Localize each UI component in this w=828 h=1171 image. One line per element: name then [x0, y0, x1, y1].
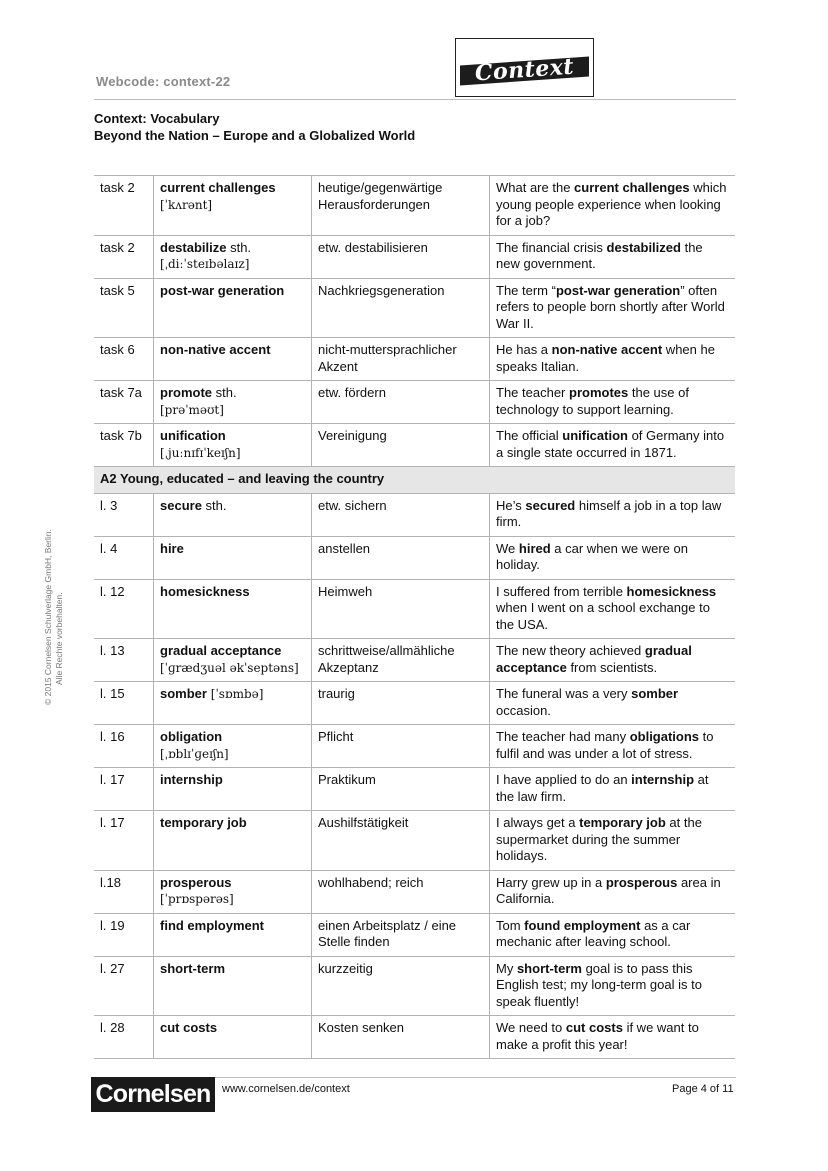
term-cell — [154, 768, 312, 811]
line-ref: task 2 — [94, 235, 154, 278]
section-title: A2 Young, educated – and leaving the country — [94, 467, 735, 494]
example-text: goal is to pass this English test; my long-term goal is to speak fluently! — [496, 960, 702, 1009]
german-translation: einen Arbeitsplatz / eine Stelle finden — [312, 913, 490, 956]
table-row — [94, 278, 735, 338]
table-row — [94, 725, 735, 768]
pronunciation: [ˈɡrædʒuəl əkˈseptəns] — [160, 660, 299, 675]
pronunciation: [prəˈməʊt] — [160, 402, 224, 417]
table-row — [94, 811, 735, 871]
term: hire — [160, 540, 184, 556]
table-row — [94, 682, 735, 725]
table-row — [94, 1016, 735, 1059]
table-row — [94, 424, 735, 467]
section-header-row — [94, 467, 735, 494]
term-cell — [154, 870, 312, 913]
example-sentence — [490, 639, 736, 682]
german-translation: anstellen — [312, 536, 490, 579]
copyright-line: © 2015 Cornelsen Schulverlage GmbH, Berlin. — [43, 529, 53, 705]
term: obligation — [160, 729, 223, 744]
cornelsen-logo: Cornelsen — [91, 1077, 215, 1112]
table-row — [94, 768, 735, 811]
line-ref: l. 13 — [94, 639, 154, 682]
example-text: The term “ — [496, 282, 556, 298]
example-text: when he speaks Italian. — [496, 342, 715, 374]
table-row — [94, 956, 735, 1016]
term-suffix: sth. — [226, 239, 252, 255]
example-sentence — [490, 278, 736, 338]
example-keyword: internship — [631, 772, 695, 787]
example-text: Tom — [496, 917, 525, 933]
line-ref: task 7b — [94, 424, 154, 467]
term: homesickness — [160, 583, 250, 599]
line-ref: l. 15 — [94, 682, 154, 725]
term: current challenges — [160, 180, 276, 195]
term-cell — [154, 682, 312, 725]
term-cell — [154, 1016, 312, 1059]
example-keyword: post-war generation — [555, 282, 681, 298]
example-sentence — [490, 424, 736, 467]
line-ref: task 2 — [94, 176, 154, 236]
example-sentence — [490, 768, 736, 811]
term: promote — [160, 385, 212, 400]
term-cell — [154, 235, 312, 278]
term: unification — [160, 428, 226, 443]
logo-text: Context — [474, 53, 575, 87]
term: gradual acceptance — [160, 643, 282, 658]
example-sentence — [490, 381, 736, 424]
example-keyword: unification — [562, 428, 628, 443]
term: internship — [160, 772, 223, 787]
term: prosperous — [160, 874, 232, 890]
example-text: of Germany into a single state occurred in 1871. — [496, 428, 725, 460]
pronunciation: [ˈsɒmbə] — [206, 687, 264, 701]
example-text: What are the — [496, 180, 575, 195]
table-row — [94, 381, 735, 424]
table-row — [94, 493, 735, 536]
line-ref: l.18 — [94, 870, 154, 913]
term-suffix: sth. — [212, 385, 237, 400]
example-text: The teacher — [496, 385, 569, 400]
example-text: I always get a — [496, 815, 580, 830]
vocabulary-table — [94, 175, 735, 1059]
german-translation: etw. fördern — [312, 381, 490, 424]
term-cell — [154, 956, 312, 1016]
term-cell — [154, 579, 312, 639]
line-ref: l. 12 — [94, 579, 154, 639]
term-cell — [154, 536, 312, 579]
example-keyword: non-native accent — [551, 342, 663, 357]
example-keyword: prosperous — [605, 874, 678, 890]
example-text: He’s — [496, 497, 526, 513]
german-translation: Kosten senken — [312, 1016, 490, 1059]
example-text: Harry grew up in a — [496, 874, 606, 890]
term: post-war generation — [160, 282, 285, 298]
example-text: to fulfil and was under a lot of stress. — [496, 729, 714, 761]
table-row — [94, 870, 735, 913]
term: temporary job — [160, 815, 247, 830]
table-row — [94, 176, 735, 236]
example-keyword: destabilized — [606, 239, 681, 255]
document-subtitle: Beyond the Nation – Europe and a Globalized World — [94, 128, 416, 143]
header-divider — [94, 99, 736, 100]
line-ref: l. 19 — [94, 913, 154, 956]
term-cell — [154, 381, 312, 424]
copyright-notice — [43, 529, 65, 705]
example-keyword: secured — [525, 497, 576, 513]
example-sentence — [490, 682, 736, 725]
example-keyword: short-term — [516, 960, 582, 976]
german-translation: nicht-muttersprachlicher Akzent — [312, 338, 490, 381]
example-keyword: somber — [631, 686, 679, 701]
table-row — [94, 639, 735, 682]
line-ref: l. 16 — [94, 725, 154, 768]
example-text: from scientists. — [566, 659, 658, 675]
example-text: The teacher had many — [496, 729, 630, 744]
term: somber — [160, 686, 207, 701]
example-text: The financial crisis — [496, 239, 607, 255]
example-text: ” often refers to people born shortly after World War II. — [496, 282, 725, 331]
line-ref: l. 17 — [94, 811, 154, 871]
example-text: The funeral was a very — [496, 686, 632, 701]
term-cell — [154, 811, 312, 871]
line-ref: l. 27 — [94, 956, 154, 1016]
example-sentence — [490, 235, 736, 278]
example-keyword: found employment — [524, 917, 641, 933]
term: short-term — [160, 960, 226, 976]
german-translation: wohlhabend; reich — [312, 870, 490, 913]
example-keyword: homesickness — [626, 583, 717, 599]
german-translation: etw. sichern — [312, 493, 490, 536]
example-sentence — [490, 956, 736, 1016]
pronunciation: [ˌjuːnɪfɪˈkeɪʃn] — [160, 445, 241, 460]
term: find employment — [160, 917, 265, 933]
example-text: He has a — [496, 342, 552, 357]
term: destabilize — [160, 239, 227, 255]
example-text: The new theory achieved — [496, 643, 645, 658]
example-sentence — [490, 811, 736, 871]
example-keyword: hired — [518, 540, 551, 556]
german-translation: Pflicht — [312, 725, 490, 768]
pronunciation: [ˌdiːˈsteɪbəlaɪz] — [160, 257, 250, 271]
term-cell — [154, 913, 312, 956]
line-ref: l. 4 — [94, 536, 154, 579]
example-sentence — [490, 725, 736, 768]
term-cell — [154, 338, 312, 381]
german-translation: Nachkriegsgeneration — [312, 278, 490, 338]
table-row — [94, 536, 735, 579]
pronunciation: [ˌɒblɪˈɡeɪʃn] — [160, 746, 229, 761]
german-translation: heutige/gegenwärtige Herausforderungen — [312, 176, 490, 236]
example-keyword: temporary job — [579, 815, 666, 830]
term: cut costs — [160, 1020, 218, 1035]
page-number: Page 4 of 11 — [672, 1083, 734, 1095]
line-ref: l. 17 — [94, 768, 154, 811]
example-text: My — [496, 960, 517, 976]
term: secure — [160, 497, 202, 513]
example-keyword: obligations — [629, 729, 700, 744]
example-text: We — [496, 540, 519, 556]
example-text: occasion. — [496, 702, 551, 718]
example-sentence — [490, 338, 736, 381]
example-text: which young people experience when looking for a job? — [496, 180, 727, 228]
pronunciation: [ˈkʌrənt] — [160, 197, 213, 212]
term-cell — [154, 424, 312, 467]
term-cell — [154, 278, 312, 338]
example-text: a car when we were on holiday. — [496, 540, 688, 572]
example-sentence — [490, 579, 736, 639]
term-cell — [154, 725, 312, 768]
example-text: himself a job in a top law firm. — [496, 497, 722, 529]
example-text: as a car mechanic after leaving school. — [496, 917, 691, 949]
line-ref: task 5 — [94, 278, 154, 338]
example-sentence — [490, 536, 736, 579]
example-text: the use of technology to support learning. — [496, 385, 689, 417]
german-translation: kurzzeitig — [312, 956, 490, 1016]
example-text: I suffered from terrible — [496, 583, 627, 599]
german-translation: etw. destabilisieren — [312, 235, 490, 278]
example-sentence — [490, 870, 736, 913]
german-translation: Heimweh — [312, 579, 490, 639]
example-text: at the supermarket during the summer holidays. — [496, 815, 702, 863]
example-text: The official — [496, 428, 563, 443]
example-text: We need to — [496, 1020, 566, 1035]
german-translation: Praktikum — [312, 768, 490, 811]
term-cell — [154, 176, 312, 236]
example-text: the new government. — [496, 239, 703, 271]
example-text: at the law firm. — [496, 772, 709, 804]
table-row — [94, 338, 735, 381]
webcode-label: Webcode: context-22 — [96, 74, 231, 89]
example-sentence — [490, 493, 736, 536]
line-ref: task 6 — [94, 338, 154, 381]
german-translation: Vereinigung — [312, 424, 490, 467]
german-translation: traurig — [312, 682, 490, 725]
example-keyword: current challenges — [574, 180, 690, 195]
copyright-line: Alle Rechte vorbehalten. — [54, 592, 64, 685]
german-translation: Aushilfstätigkeit — [312, 811, 490, 871]
example-sentence — [490, 176, 736, 236]
example-text: when I went on a school exchange to the USA. — [496, 600, 710, 632]
context-logo — [455, 38, 594, 97]
line-ref: task 7a — [94, 381, 154, 424]
example-text: area in California. — [496, 874, 721, 906]
example-keyword: cut costs — [565, 1020, 623, 1035]
term-cell — [154, 493, 312, 536]
example-keyword: promotes — [569, 385, 629, 400]
term-cell — [154, 639, 312, 682]
line-ref: l. 28 — [94, 1016, 154, 1059]
table-row — [94, 913, 735, 956]
line-ref: l. 3 — [94, 493, 154, 536]
term: non-native accent — [160, 342, 271, 357]
table-row — [94, 579, 735, 639]
vocabulary-table-body — [94, 176, 735, 1059]
example-text: I have applied to do an — [496, 772, 632, 787]
example-text: if we want to make a profit this year! — [496, 1020, 699, 1052]
footer-url[interactable]: www.cornelsen.de/context — [222, 1083, 350, 1095]
pronunciation: [ˈprɒspərəs] — [160, 892, 234, 906]
term-suffix: sth. — [201, 497, 227, 513]
example-keyword: gradual acceptance — [496, 643, 692, 675]
table-row — [94, 235, 735, 278]
document-title: Context: Vocabulary — [94, 111, 220, 126]
example-sentence — [490, 1016, 736, 1059]
german-translation: schrittweise/allmähliche Akzeptanz — [312, 639, 490, 682]
example-sentence — [490, 913, 736, 956]
